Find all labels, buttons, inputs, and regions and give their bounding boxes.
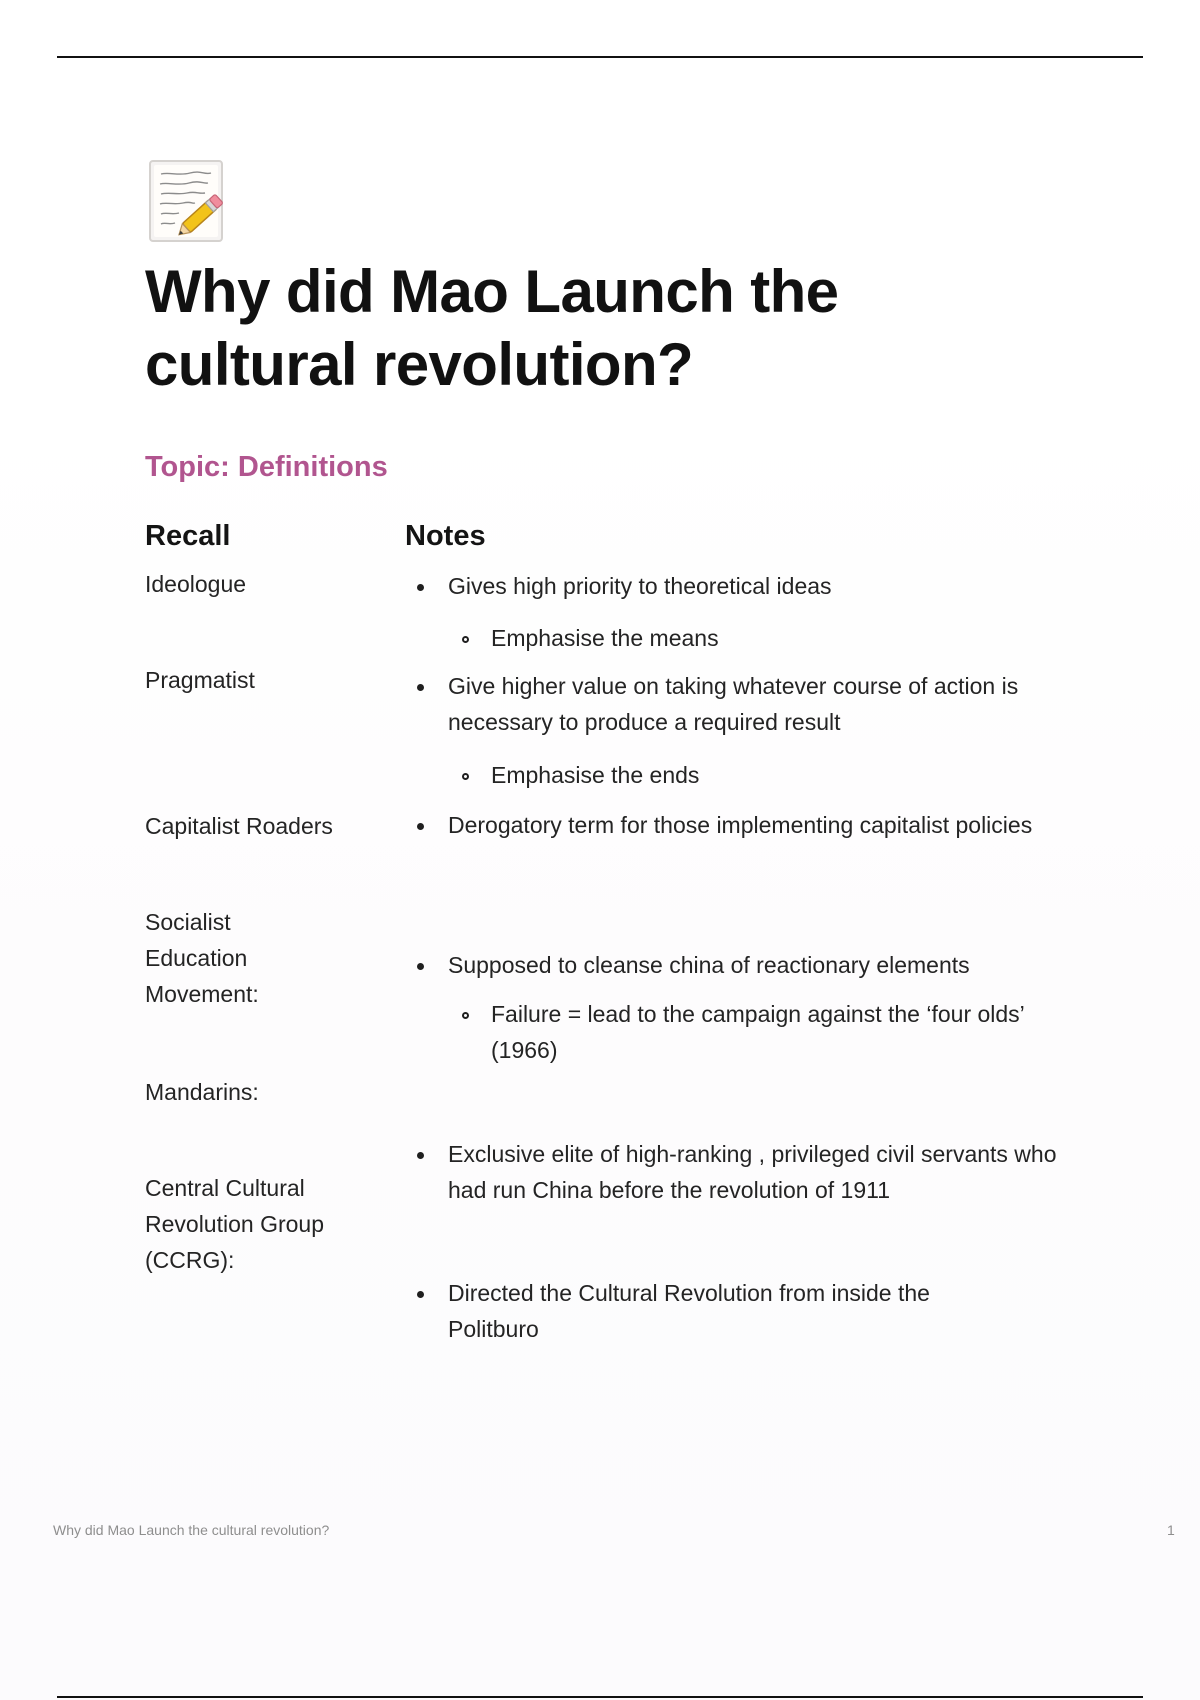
topic-heading: Topic: Definitions xyxy=(145,451,388,483)
page-title: Why did Mao Launch the cultural revolution? xyxy=(145,258,839,398)
bullet-disc-icon xyxy=(417,823,424,830)
note-item xyxy=(448,568,1098,604)
note-item xyxy=(448,947,1098,983)
note-text: Gives high priority to theoretical ideas xyxy=(448,573,832,599)
bullet-circle-icon xyxy=(462,1012,469,1019)
recall-column-heading: Recall xyxy=(145,520,231,552)
bullet-disc-icon xyxy=(417,684,424,691)
recall-term-capitalist-roaders: Capitalist Roaders xyxy=(145,813,333,839)
bullet-disc-icon xyxy=(417,1152,424,1159)
note-item xyxy=(448,1136,1098,1208)
notes-column-heading: Notes xyxy=(405,520,486,552)
recall-term-ccrg: Central Cultural Revolution Group (CCRG): xyxy=(145,1175,324,1273)
note-text: Derogatory term for those implementing capitalist policies xyxy=(448,812,1033,838)
recall-term-socialist-education-movement: Socialist Education Movement: xyxy=(145,909,259,1007)
note-item xyxy=(448,668,1098,740)
bullet-disc-icon xyxy=(417,584,424,591)
bullet-circle-icon xyxy=(462,636,469,643)
note-text: Emphasise the ends xyxy=(491,762,700,788)
note-subitem xyxy=(491,757,1051,793)
note-text: Give higher value on taking whatever course of action is necessary to produce a required result xyxy=(448,673,1019,735)
recall-term-pragmatist: Pragmatist xyxy=(145,667,255,693)
bullet-disc-icon xyxy=(417,1291,424,1298)
note-subitem xyxy=(491,996,1051,1068)
footer-document-title: Why did Mao Launch the cultural revolution? xyxy=(53,1522,330,1538)
memo-icon xyxy=(148,159,232,243)
bullet-circle-icon xyxy=(462,773,469,780)
note-subitem xyxy=(491,620,1051,656)
note-text: Supposed to cleanse china of reactionary elements xyxy=(448,952,970,978)
recall-term-mandarins: Mandarins: xyxy=(145,1079,259,1105)
note-text: Exclusive elite of high-ranking , privileged civil servants who had run China before the revolution of 1911 xyxy=(448,1141,1057,1203)
bottom-rule xyxy=(57,1696,1143,1698)
top-rule xyxy=(57,56,1143,58)
note-text: Directed the Cultural Revolution from inside the Politburo xyxy=(448,1280,930,1342)
footer-page-number: 1 xyxy=(1167,1522,1175,1538)
note-item xyxy=(448,1275,1023,1347)
note-text: Failure = lead to the campaign against the ‘four olds’ (1966) xyxy=(491,1001,1024,1063)
note-item xyxy=(448,807,1058,843)
note-text: Emphasise the means xyxy=(491,625,719,651)
recall-term-ideologue: Ideologue xyxy=(145,571,247,597)
bullet-disc-icon xyxy=(417,963,424,970)
